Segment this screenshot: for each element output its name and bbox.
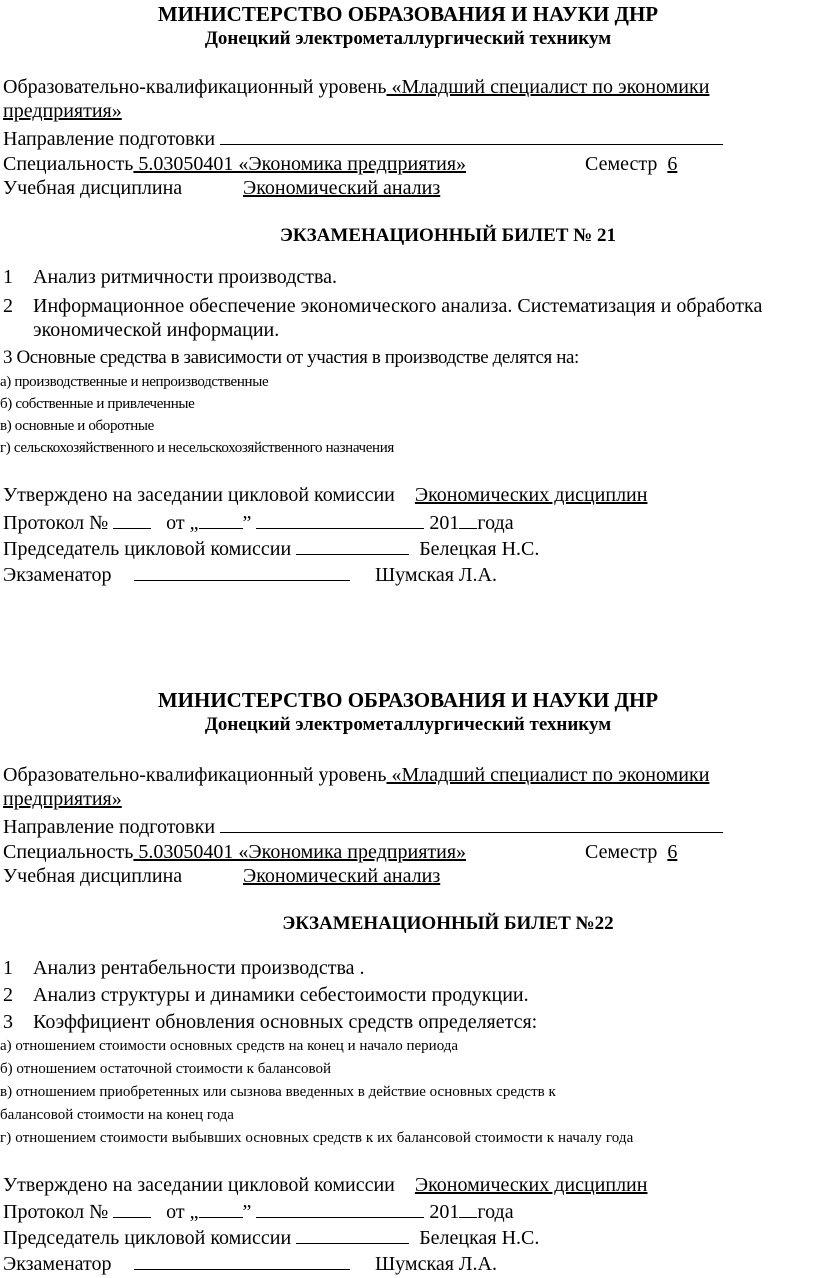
question-number: 2 [3, 984, 13, 1006]
qualification-level-label: Образовательно-квалификационный уровень [3, 764, 387, 786]
protocol-year-blank [459, 510, 477, 529]
qualification-level-value: «Младший специалист по экономики [386, 76, 710, 98]
question-text: Информационное обеспечение экономического анализа. Систематизация и обработка экономической информации. [33, 295, 763, 341]
ticket-title: ЭКЗАМЕНАЦИОННЫЙ БИЛЕТ №22 [282, 913, 614, 934]
chair-label: Председатель цикловой комиссии [3, 1227, 292, 1249]
protocol-label: Протокол № [3, 512, 109, 534]
protocol-month-blank [256, 510, 424, 529]
protocol-year: 201 [429, 1201, 460, 1223]
examiner-label: Экзаменатор [3, 564, 112, 586]
qualification-level-value-cont: предприятия» [3, 788, 122, 810]
examiner-signature-blank [134, 562, 350, 581]
protocol-month-blank [256, 1199, 424, 1218]
chair-signature-blank [296, 1225, 409, 1244]
question-text: Анализ структуры и динамики себестоимости продукции. [33, 984, 529, 1006]
commission-name: Экономических дисциплин [414, 484, 648, 506]
answer-option-d: г) отношением стоимости выбывших основных средств к их балансовой стоимости к началу года [0, 1130, 634, 1146]
qualification-level-value-cont: предприятия» [3, 100, 122, 122]
question-text: Анализ рентабельности производства . [33, 957, 365, 979]
answer-option-c-cont: балансовой стоимости на конец года [0, 1107, 234, 1123]
specialty-value: 5.03050401 «Экономика предприятия» [133, 153, 467, 175]
examiner-name: Шумская Л.А. [375, 564, 497, 586]
direction-label: Направление подготовки [3, 128, 216, 150]
answer-option-b: б) отношением остаточной стоимости к балансовой [0, 1061, 331, 1077]
semester-field [585, 152, 677, 176]
answer-option-c: в) основные и оборотные [0, 418, 154, 434]
protocol-year: 201 [429, 512, 460, 534]
approval-label: Утверждено на заседании цикловой комиссии [3, 1174, 395, 1196]
protocol-quote: ” [242, 512, 252, 534]
question-text: Анализ ритмичности производства. [33, 266, 338, 288]
discipline-label: Учебная дисциплина [3, 865, 183, 887]
question-text: Коэффициент обновления основных средств определяется: [33, 1011, 538, 1033]
answer-option-a: а) отношением стоимости основных средств на конец и начало периода [0, 1038, 459, 1054]
question-number: 1 [3, 957, 13, 979]
protocol-year-blank [459, 1199, 477, 1218]
examiner-label: Экзаменатор [3, 1253, 112, 1275]
protocol-line [3, 1199, 514, 1224]
direction-line [3, 814, 723, 839]
answer-option-c: в) отношением приобретенных или сызнова введенных в действие основных средств к [0, 1084, 556, 1100]
chair-line [3, 536, 539, 561]
college-heading: Донецкий электрометаллургический техникум [204, 28, 612, 49]
chair-line [3, 1225, 539, 1250]
discipline-value: Экономический анализ [243, 177, 441, 199]
chair-signature-blank [296, 536, 409, 555]
protocol-from-label: от „ [166, 1201, 199, 1223]
direction-blank [220, 814, 723, 833]
chair-name: Белецкая Н.С. [419, 1227, 540, 1249]
question-number: 3 [3, 1011, 13, 1033]
ticket-title: ЭКЗАМЕНАЦИОННЫЙ БИЛЕТ № 21 [279, 225, 617, 246]
chair-name: Белецкая Н.С. [419, 538, 540, 560]
protocol-day-blank [199, 510, 243, 529]
protocol-quote: ” [242, 1201, 252, 1223]
semester-value: 6 [667, 841, 678, 863]
qualification-level-line [3, 75, 709, 99]
discipline-line [3, 176, 440, 200]
semester-field [585, 840, 677, 864]
protocol-number-blank [113, 510, 151, 529]
protocol-label: Протокол № [3, 1201, 109, 1223]
protocol-line [3, 510, 514, 535]
discipline-line [3, 864, 440, 888]
direction-line [3, 126, 723, 151]
college-heading: Донецкий электрометаллургический техникум [204, 714, 612, 735]
question-3: 3 Основные средства в зависимости от участия в производстве делятся на: [3, 347, 579, 368]
semester-value: 6 [667, 153, 678, 175]
discipline-value: Экономический анализ [243, 865, 441, 887]
ministry-heading: МИНИСТЕРСТВО ОБРАЗОВАНИЯ И НАУКИ ДНР [157, 2, 659, 26]
answer-option-b: б) собственные и привлеченные [0, 396, 195, 412]
qualification-level-label: Образовательно-квалификационный уровень [3, 76, 387, 98]
commission-name: Экономических дисциплин [414, 1174, 648, 1196]
protocol-day-blank [199, 1199, 243, 1218]
ministry-heading: МИНИСТЕРСТВО ОБРАЗОВАНИЯ И НАУКИ ДНР [157, 688, 659, 712]
question-number: 1 [3, 266, 13, 288]
qualification-level-line [3, 763, 709, 787]
direction-label: Направление подготовки [3, 816, 216, 838]
specialty-value: 5.03050401 «Экономика предприятия» [133, 841, 467, 863]
specialty-label: Специальность [3, 841, 134, 863]
protocol-from-label: от „ [166, 512, 199, 534]
examiner-line [3, 1251, 497, 1276]
answer-option-a: а) производственные и непроизводственные [0, 374, 269, 390]
direction-blank [220, 126, 723, 145]
examiner-line [3, 562, 497, 587]
approval-label: Утверждено на заседании цикловой комиссии [3, 484, 395, 506]
answer-option-d: г) сельскохозяйственного и несельскохозяйственного назначения [0, 440, 394, 456]
examiner-signature-blank [134, 1251, 350, 1270]
qualification-level-value: «Младший специалист по экономики [386, 764, 710, 786]
specialty-line [3, 152, 466, 176]
chair-label: Председатель цикловой комиссии [3, 538, 292, 560]
protocol-year-suffix: года [477, 1201, 514, 1223]
specialty-label: Специальность [3, 153, 134, 175]
question-number: 2 [3, 295, 13, 317]
specialty-line [3, 840, 466, 864]
semester-label: Семестр [585, 841, 658, 863]
approval-line [3, 483, 647, 507]
protocol-year-suffix: года [477, 512, 514, 534]
examiner-name: Шумская Л.А. [375, 1253, 497, 1275]
discipline-label: Учебная дисциплина [3, 177, 183, 199]
approval-line [3, 1173, 647, 1197]
semester-label: Семестр [585, 153, 658, 175]
protocol-number-blank [113, 1199, 151, 1218]
